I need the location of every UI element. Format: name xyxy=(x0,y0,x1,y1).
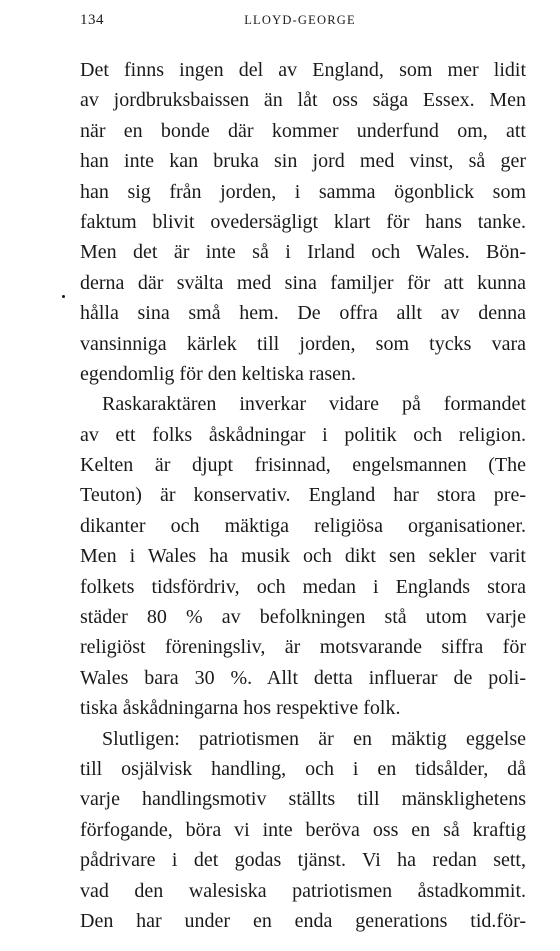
text-line: faktum blivit ovedersägligt klart för hans tanke. xyxy=(80,210,526,233)
text-line: av ett folks åskådningar i politik och religion. xyxy=(80,423,526,446)
text-line: han inte kan bruka sin jord med vinst, så ger xyxy=(80,150,526,173)
text-line: varje handlingsmotiv ställts till mänsklighetens xyxy=(80,788,526,811)
text-line: förfogande, böra vi inte beröva oss en så kraftig xyxy=(80,818,526,841)
text-line: pådrivare i det godas tjänst. Vi ha redan sett, xyxy=(80,849,526,872)
stray-dot-mark xyxy=(62,295,65,298)
text-line: Men i Wales ha musik och dikt sen sekler varit xyxy=(80,545,526,568)
text-line: hålla sina små hem. De offra allt av denna xyxy=(80,302,526,325)
text-line: tiska åskådningarna hos respektive folk. xyxy=(80,697,401,720)
text-line: egendomlig för den keltiska rasen. xyxy=(80,362,357,385)
text-line: Raskaraktären inverkar vidare på formandet xyxy=(102,393,526,416)
text-line: vad den walesiska patriotismen åstadkommit. xyxy=(80,879,526,902)
text-line: Slutligen: patriotismen är en mäktig eggelse xyxy=(102,727,526,750)
text-line: han sig från jorden, i samma ögonblick som xyxy=(80,180,526,203)
text-line: Den har under en enda generations tid.för- xyxy=(80,909,526,932)
text-line: derna där svälta med sina familjer för att kunna xyxy=(80,271,526,294)
text-line: dikanter och mäktiga religiösa organisationer. xyxy=(80,514,526,537)
text-line: städer 80 % av befolkningen stå utom varje xyxy=(80,606,526,629)
text-line: Kelten är djupt frisinnad, engelsmannen (The xyxy=(80,454,526,477)
body-text xyxy=(80,55,526,936)
text-line: Wales bara 30 %. Allt detta influerar de poli- xyxy=(80,666,526,689)
text-line: av jordbruksbaissen än låt oss säga Essex. Men xyxy=(80,89,526,112)
text-line: Men det är inte så i Irland och Wales. Bön- xyxy=(80,241,526,264)
text-line: Det finns ingen del av England, som mer lidit xyxy=(80,59,526,81)
text-line: folkets tidsfördriv, och medan i Englands stora xyxy=(80,575,526,598)
text-line: när en bonde där kommer underfund om, att xyxy=(80,119,526,142)
text-line: religiöst föreningsliv, är motsvarande siffra för xyxy=(80,636,526,659)
running-head: LLOYD-GEORGE xyxy=(244,13,356,27)
text-line: till osjälvisk handling, och i en tidsålder, då xyxy=(80,757,526,780)
page-header xyxy=(80,12,520,34)
text-line: vansinniga kärlek till jorden, som tycks vara xyxy=(80,332,526,355)
text-line: Teuton) är konservativ. England har stora pre- xyxy=(80,484,526,507)
page-number: 134 xyxy=(80,12,104,28)
